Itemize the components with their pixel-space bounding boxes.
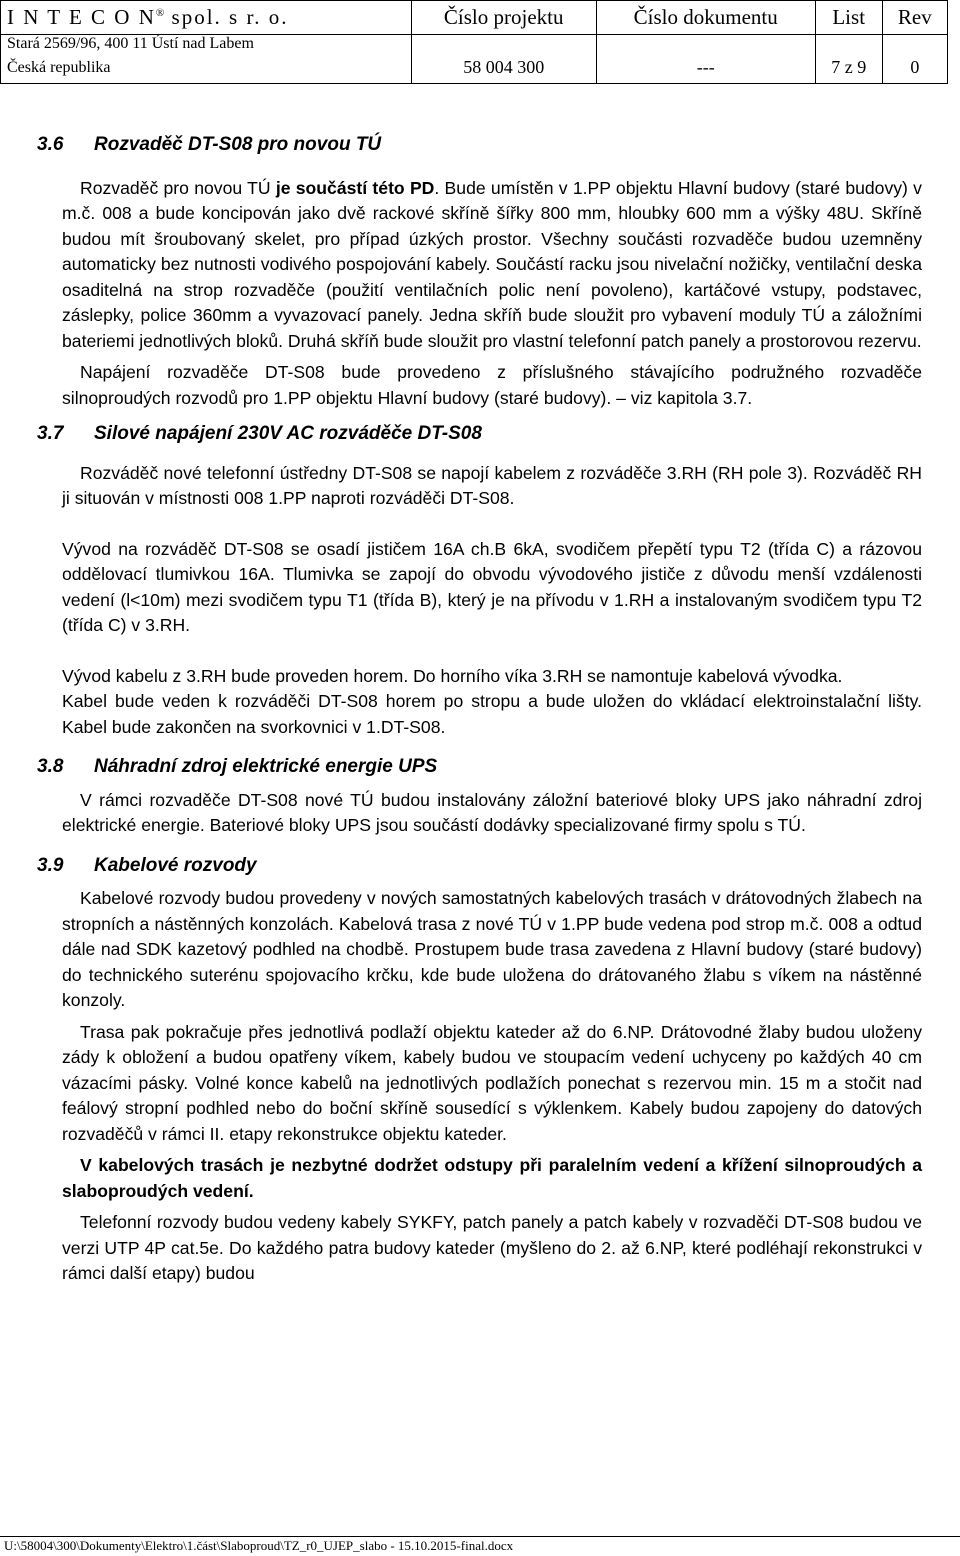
document-footer-path: U:\58004\300\Dokumenty\Elektro\1.část\Slaboproud\TZ_r0_UJEP_slabo - 15.10.2015-final.docx [0, 1536, 960, 1555]
header-empty-cell [596, 35, 815, 54]
company-country: Česká republika [1, 53, 412, 83]
paragraph: Napájení rozvaděče DT-S08 bude provedeno z příslušného stávajícího podružného rozvaděče silnoproudých rozvodů pro 1.PP objektu Hlavní budovy (staré budovy). – viz kapitola 3.7. [62, 362, 922, 408]
document-header [0, 0, 960, 86]
company-name: I N T E C O N® spol. s r. o. [1, 1, 412, 35]
paragraph: Rozváděč nové telefonní ústředny DT-S08 se napojí kabelem z rozváděče 3.RH (RH pole 3). Rozváděč RH ji situován v místnosti 008 1.PP naproti rozváděči DT-S08. [62, 462, 922, 508]
column-project-number: Číslo projektu [411, 1, 596, 35]
column-revision: Rev [882, 1, 947, 35]
project-number: 58 004 300 [411, 53, 596, 83]
paragraph: V rámci rozvaděče DT-S08 nové TÚ budou instalovány záložní bateriové bloky UPS jako náhradní zdroj elektrické energie. Bateriové bloky UPS jsou součástí dodávky specializované firmy spolu s TÚ. [62, 789, 922, 835]
paragraph: Trasa pak pokračuje přes jednotlivá podlaží objektu kateder až do 6.NP. Drátovodné žlaby budou uloženy zády k obložení a budou opatřeny víkem, kabely budou ve stoupacím vedení uchyceny po každých 40 cm vázacími pásky. Volné konce kabelů na jednotlivých podlažích ponechat s rezervou min. 15 m a stočit nad feálový stropní podhled nebo do boční skříně sousedící s výklenkem. Kabely budou zapojeny do datových rozvaděčů v rámci II. etapy rekonstrukce objektu kateder. [62, 1021, 922, 1144]
section-heading-3-8: 3.8 Náhradní zdroj elektrické energie UPS [37, 756, 438, 777]
section-heading-3-7: 3.7 Silové napájení 230V AC rozváděče DT-S08 [37, 423, 482, 444]
paragraph: Rozvaděč pro novou TÚ je součástí této PD. Bude umístěn v 1.PP objektu Hlavní budovy (staré budovy) v m.č. 008 a bude koncipován jako dvě rackové skříně šířky 800 mm, hloubky 600 mm a výšky 48U. Skříně budou mít šroubovaný skelet, pro případ úzkých prostor. Všechny součásti rozvaděče budou uzemněny automaticky bez nutnosti vodivého pospojování kabely. Součástí racku jsou nivelační nožičky, ventilační deska osaditelná na strop rozvaděče (použití ventilačních polic není povoleno), kartáčové vstupy, podstavec, záslepky, police 360mm a vyvazovací panely. Jedna skříň bude sloužit pro vybavení moduly TÚ a záložními bateriemi jednotlivých bloků. Druhá skříň bude sloužit pro vlastní telefonní patch panely a prostorovou rezervu. [62, 177, 922, 351]
column-document-number: Číslo dokumentu [596, 1, 815, 35]
revision-number: 0 [882, 53, 947, 83]
paragraph: Kabelové rozvody budou provedeny v nových samostatných kabelových trasách v drátovodných žlabech na stropních a nástěnných konzolách. Kabelová trasa z nové TÚ v 1.PP bude vedena pod strop m.č. 008 a odtud dále nad SDK kazetový podhled na chodbě. Prostupem bude trasa zavedena z Hlavní budovy (staré budovy) do technického suterénu spojovacího krčku, kde bude uložena do drátovaného žlabu s víkem na nástěnné konzoly. [62, 888, 922, 1010]
company-address: Stará 2569/96, 400 11 Ústí nad Labem [1, 35, 412, 54]
column-sheet: List [815, 1, 882, 35]
header-empty-cell [815, 35, 882, 54]
header-empty-cell [411, 35, 596, 54]
section-heading-3-9: 3.9 Kabelové rozvody [37, 854, 257, 876]
document-number: --- [596, 53, 815, 83]
header-table [0, 0, 948, 84]
paragraph-emphasis: V kabelových trasách je nezbytné dodržet odstupy při paralelním vedení a křížení silnoproudých a slaboproudých vedení. [62, 1155, 922, 1201]
document-body [37, 132, 922, 1287]
header-empty-cell [882, 35, 947, 54]
paragraph: Vývod kabelu z 3.RH bude proveden horem. Do horního víka 3.RH se namontuje kabelová vývodka. [62, 665, 843, 686]
paragraph: Vývod na rozváděč DT-S08 se osadí jističem 16A ch.B 6kA, svodičem přepětí typu T2 (třída C) a rázovou oddělovací tlumivkou 16A. Tlumivka se zapojí do obvodu vývodového jističe z důvodu menší vzdálenosti vedení (l<10m) mezi svodičem typu T1 (třída B), který je na přívodu v 1.RH a instalovaným svodičem typu T2 (třída C) v 3.RH. [62, 538, 922, 635]
section-heading-3-6: 3.6 Rozvaděč DT-S08 pro novou TÚ [37, 134, 382, 155]
sheet-number: 7 z 9 [815, 53, 882, 83]
paragraph: Telefonní rozvody budou vedeny kabely SYKFY, patch panely a patch kabely v rozvaděči DT-S08 budou ve verzi UTP 4P cat.5e. Do každého patra budovy kateder (myšleno do 2. až 6.NP, které podléhají rekonstrukci v rámci další etapy) budou [62, 1212, 922, 1283]
paragraph: Kabel bude veden k rozváděči DT-S08 horem po stropu a bude uložen do vkládací elektroinstalační lišty. Kabel bude zakončen na svorkovnici v 1.DT-S08. [62, 691, 922, 737]
